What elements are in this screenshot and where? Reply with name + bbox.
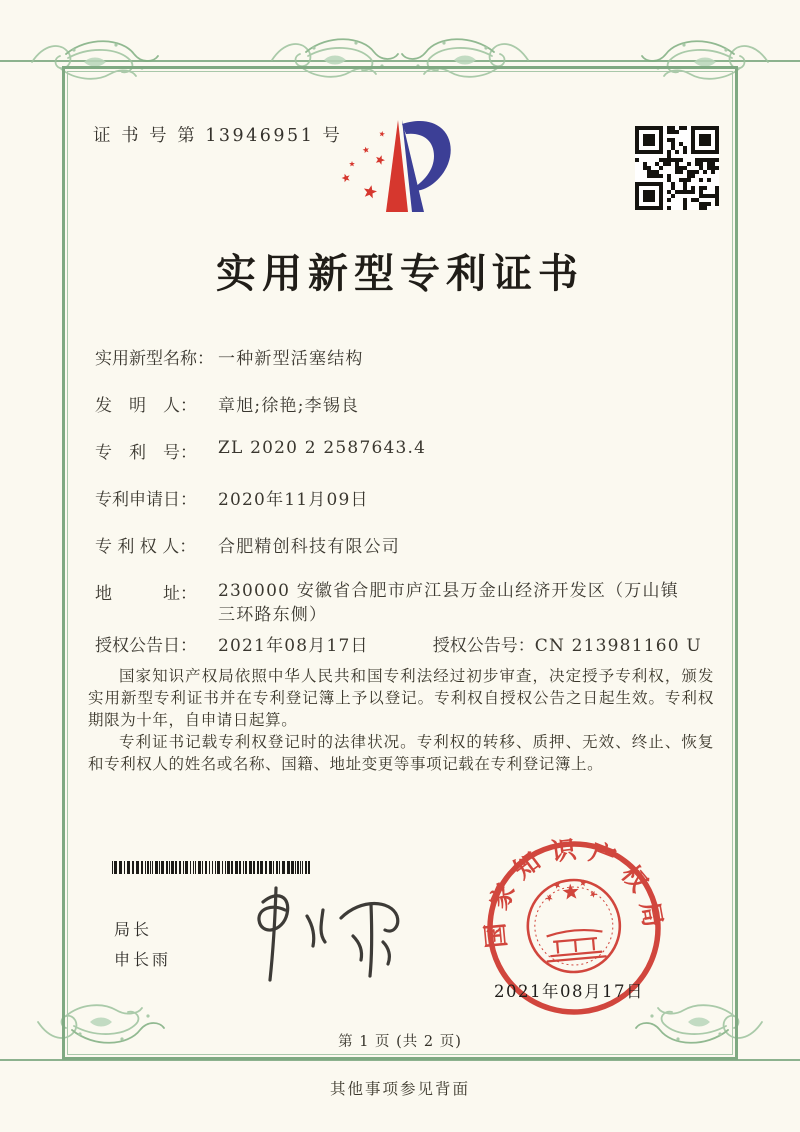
field-grant-announcement — [95, 631, 717, 655]
field-label: 授权公告日： — [95, 636, 197, 656]
page-number: 第 1 页 (共 2 页) — [338, 1034, 462, 1050]
commissioner-signature — [233, 880, 413, 988]
certificate-title: 实用新型专利证书 — [216, 250, 584, 297]
logo-stars-icon — [342, 131, 385, 198]
field-value — [218, 579, 679, 627]
seal-date: 2021年08月17日 — [494, 982, 644, 1001]
field-utility-model-name — [95, 344, 717, 368]
field-label: 授权公告号： — [432, 636, 535, 656]
address-line-2: 三环路东侧） — [218, 605, 328, 625]
field-list — [95, 344, 717, 678]
address-line-1: 230000 安徽省合肥市庐江县万金山经济开发区（万山镇 — [218, 581, 679, 601]
field-label: 专利申请日： — [95, 490, 197, 510]
barcode-icon — [112, 861, 312, 875]
field-label: 专 利 权 人： — [95, 537, 197, 557]
field-label: 地 址： — [95, 584, 197, 604]
field-value: 2021年08月17日 — [218, 636, 369, 656]
field-value: 一种新型活塞结构 — [218, 349, 364, 369]
seal-ring-text: 国家知识产权局 — [480, 834, 668, 950]
qr-code-icon — [635, 126, 719, 210]
field-value: ZL 2020 2 2587643.4 — [218, 438, 427, 458]
cnipa-logo — [336, 112, 460, 218]
commissioner-title: 局长 — [114, 920, 153, 939]
field-inventors — [95, 391, 717, 415]
legal-text — [88, 665, 714, 775]
legal-paragraph-1: 国家知识产权局依照中华人民共和国专利法经过初步审查，决定授予专利权，颁发实用新型专利证书并在专利登记簿上予以登记。专利权自授权公告之日起生效。专利权期限为十年，自申请日起算。 — [88, 667, 714, 729]
field-patentee — [95, 532, 717, 556]
field-value: CN 213981160 U — [534, 636, 702, 656]
field-label: 发 明 人： — [95, 396, 197, 416]
field-patent-number — [95, 438, 717, 462]
field-label: 实用新型名称： — [95, 349, 214, 369]
commissioner-name: 申长雨 — [114, 950, 172, 969]
field-filing-date — [95, 485, 717, 509]
back-side-note: 其他事项参见背面 — [329, 1080, 470, 1098]
legal-paragraph-2: 专利证书记载专利权登记时的法律状况。专利权的转移、质押、无效、终止、恢复和专利权人的姓名或名称、国籍、地址变更等事项记载在专利登记簿上。 — [88, 733, 714, 773]
field-value: 合肥精创科技有限公司 — [218, 537, 400, 557]
field-address — [95, 579, 717, 627]
field-value: 章旭;徐艳;李锡良 — [218, 396, 360, 416]
field-value: 2020年11月09日 — [218, 490, 369, 510]
field-label: 专 利 号： — [95, 443, 197, 463]
certificate-number: 证 书 号 第 13946951 号 — [93, 126, 343, 146]
